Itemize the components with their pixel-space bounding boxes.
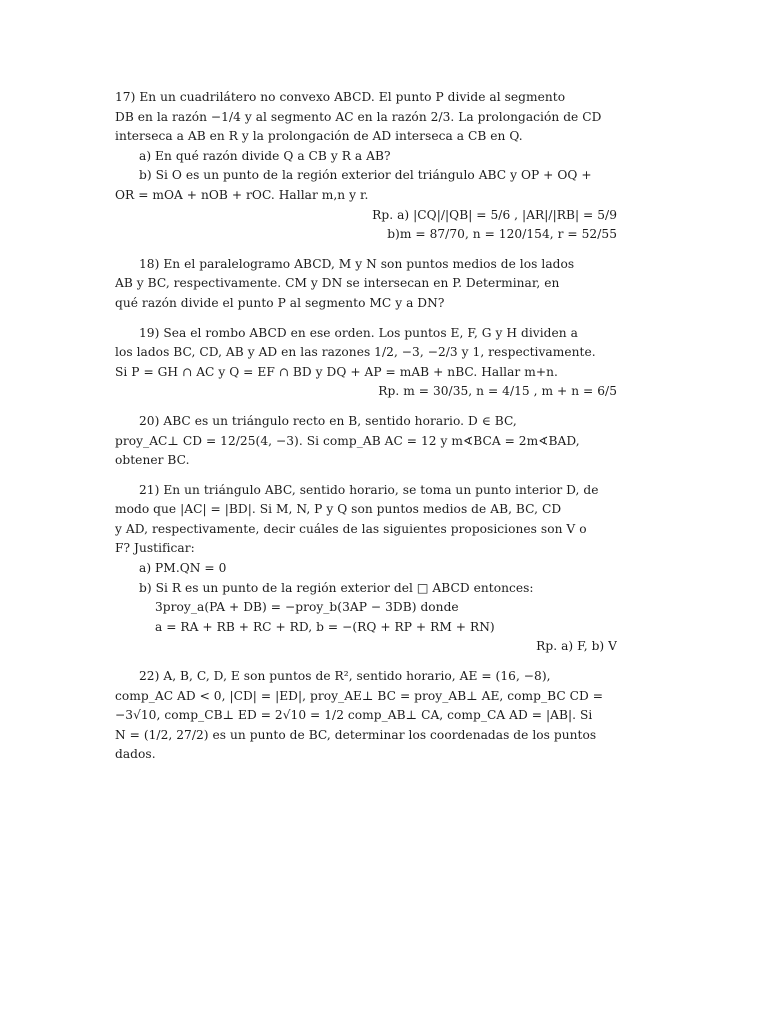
problem-17-part-b: b) Si O es un punto de la región exterior del triángulo ABC y OP + OQ + xyxy=(139,168,592,183)
problem-19-line-2: los lados BC, CD, AB y AD en las razones 1/2, −3, −2/3 y 1, respectivamente. xyxy=(115,345,596,360)
problem-22-line-5: dados. xyxy=(115,747,156,762)
problem-21-part-a: a) PM.QN = 0 xyxy=(139,561,227,576)
problem-17-part-a: a) En qué razón divide Q a CB y R a AB? xyxy=(139,148,391,163)
problem-17 xyxy=(115,88,617,245)
problem-17-line-2: DB en la razón −1/4 y al segmento AC en la razón 2/3. La prolongación de CD xyxy=(115,109,602,124)
problem-20-line-1: 20) ABC es un triángulo recto en B, sentido horario. D ∈ BC, xyxy=(139,413,517,428)
problem-21-equation-1: 3proy_a(PA + DB) = −proy_b(3AP − 3DB) donde xyxy=(155,600,459,615)
problem-19-line-1: 19) Sea el rombo ABCD en ese orden. Los puntos E, F, G y H dividen a xyxy=(139,325,578,340)
problem-set xyxy=(115,88,617,775)
problem-17-line-3: interseca a AB en R y la prolongación de AD interseca a CB en Q. xyxy=(115,129,523,144)
problem-20-line-2: proy_AC⊥ CD = 12/25(4, −3). Si comp_AB AC = 12 y m∢BCA = 2m∢BAD, xyxy=(115,433,580,448)
problem-19 xyxy=(115,324,617,402)
problem-18-line-3: qué razón divide el punto P al segmento MC y a DN? xyxy=(115,295,445,310)
problem-17-answer-a: Rp. a) |CQ|/|QB| = 5/6 , |AR|/|RB| = 5/9 xyxy=(372,207,617,222)
problem-21-equation-2: a = RA + RB + RC + RD, b = −(RQ + RP + RM + RN) xyxy=(155,619,495,634)
problem-20 xyxy=(115,412,617,471)
problem-17-answer-b: b)m = 87/70, n = 120/154, r = 52/55 xyxy=(387,227,617,242)
problem-18 xyxy=(115,255,617,314)
problem-22 xyxy=(115,667,617,765)
problem-21-line-3: y AD, respectivamente, decir cuáles de las siguientes proposiciones son V o xyxy=(115,521,587,536)
problem-19-answer: Rp. m = 30/35, n = 4/15 , m + n = 6/5 xyxy=(378,384,617,399)
problem-21-line-1: 21) En un triángulo ABC, sentido horario, se toma un punto interior D, de xyxy=(139,482,599,497)
problem-20-line-3: obtener BC. xyxy=(115,453,190,468)
problem-22-line-1: 22) A, B, C, D, E son puntos de R², sentido horario, AE = (16, −8), xyxy=(139,669,551,684)
problem-21-line-4: F? Justificar: xyxy=(115,541,195,556)
problem-22-line-3: −3√10, comp_CB⊥ ED = 2√10 = 1/2 comp_AB⊥ CA, comp_CA AD = |AB|. Si xyxy=(115,708,593,723)
problem-21-line-2: modo que |AC| = |BD|. Si M, N, P y Q son puntos medios de AB, BC, CD xyxy=(115,502,562,517)
problem-21-part-b: b) Si R es un punto de la región exterior del □ ABCD entonces: xyxy=(139,580,534,595)
problem-22-line-2: comp_AC AD < 0, |CD| = |ED|, proy_AE⊥ BC = proy_AB⊥ AE, comp_BC CD = xyxy=(115,688,604,703)
problem-21-answer: Rp. a) F, b) V xyxy=(536,639,617,654)
problem-18-line-2: AB y BC, respectivamente. CM y DN se intersecan en P. Determinar, en xyxy=(115,276,560,291)
problem-19-line-3: Si P = GH ∩ AC y Q = EF ∩ BD y DQ + AP = mAB + nBC. Hallar m+n. xyxy=(115,364,558,379)
problem-21 xyxy=(115,481,617,657)
problem-22-line-4: N = (1/2, 27/2) es un punto de BC, determinar los coordenadas de los puntos xyxy=(115,727,597,742)
problem-17-line-1: 17) En un cuadrilátero no convexo ABCD. El punto P divide al segmento xyxy=(115,90,566,104)
problem-17-line-6: OR = mOA + nOB + rOC. Hallar m,n y r. xyxy=(115,187,369,202)
problem-18-line-1: 18) En el paralelogramo ABCD, M y N son puntos medios de los lados xyxy=(139,256,575,271)
